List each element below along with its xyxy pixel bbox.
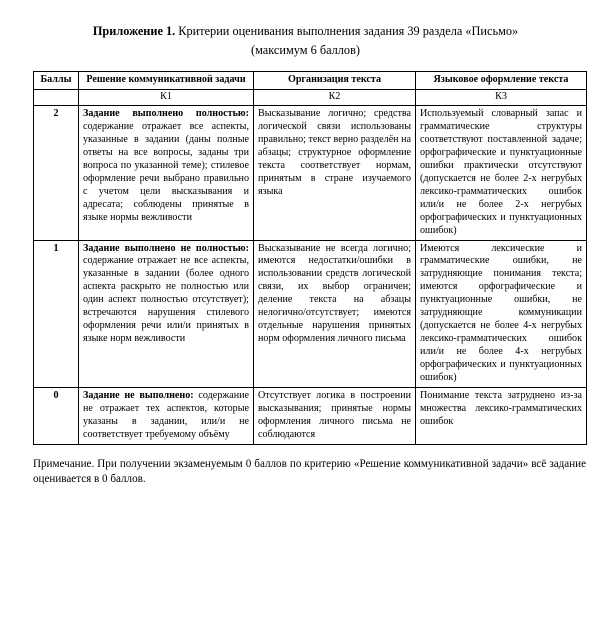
- row-score: 1: [34, 240, 79, 388]
- title-main-line: [48, 22, 563, 40]
- row-k1-cell: [79, 388, 254, 445]
- header-k2: Организация текста: [254, 71, 416, 89]
- row-k3-cell: Понимание текста затруднено из-за множества лексико-грамматических ошибок: [416, 388, 587, 445]
- row-k3-cell: Используемый словарный запас и грамматические структуры соответствуют поставленной задаче; орфографические и пунктуационные ошибки практически отсутствуют (допускается не более 2-х негрубых лексико-грамматических ошибок или/и не более 2-х негрубых орфографических и пунктуационных ошибок): [416, 105, 587, 240]
- row-k1-cell: [79, 240, 254, 388]
- row-k1-text: содержание отражает не все аспекты, указанные в задании (более одного аспекта раскрыто не полностью или один аспект полностью отсутствует); встречаются нарушения стилевого оформления речи или/и принятых в языке норм вежливости: [83, 255, 249, 345]
- row-score: 2: [34, 105, 79, 240]
- header-row: [34, 71, 587, 89]
- footer-note: Примечание. При получении экзаменуемым 0 баллов по критерию «Решение коммуникативной задачи» всё задание оценивается в 0 баллов.: [33, 458, 586, 485]
- table-row: [34, 105, 587, 240]
- header-score: Баллы: [34, 71, 79, 89]
- row-k2-cell: Высказывание не всегда логично; имеются недостатки/ошибки в использовании средств логической связи, их выбор ограничен; деление текста на абзацы нелогично/отсутствует; имеются отдельные нарушения принятых норм оформления личного письма: [254, 240, 416, 388]
- header-k3: Языковое оформление текста: [416, 71, 587, 89]
- row-k1-text: содержание не отражает тех аспектов, которые указаны в задании, или/и не соответствует требуемому объёму: [83, 390, 249, 441]
- code-k1: К1: [79, 89, 254, 105]
- code-k2: К2: [254, 89, 416, 105]
- row-k1-lead: Задание не выполнено:: [83, 390, 194, 402]
- row-score: 0: [34, 388, 79, 445]
- title-subtitle: (максимум 6 баллов): [251, 43, 360, 58]
- page-title: [0, 0, 611, 60]
- row-k2-cell: Отсутствует логика в построении высказывания; принятые нормы оформления личного письма не соблюдаются: [254, 388, 416, 445]
- table-row: [34, 240, 587, 388]
- title-rest: Критерии оценивания выполнения задания 39 раздела «Письмо»: [175, 24, 519, 38]
- title-prefix: Приложение 1.: [92, 24, 176, 38]
- row-k3-cell: Имеются лексические и грамматические ошибки, не затрудняющие понимания текста; имеются орфографические и пунктуационные ошибки, не затрудняющие коммуникации (допускается не более 4-х негрубых лексико-грамматических ошибок или/и не более 4-х негрубых орфографических и пунктуационных ошибок): [416, 240, 587, 388]
- header-k1: Решение коммуникативной задачи: [79, 71, 254, 89]
- row-k1-text: содержание отражает все аспекты, указанные в задании (даны полные ответы на все вопросы, заданы три вопроса по указанной теме); стилевое оформление речи выбрано правильно с учетом цели высказывания и адресата; соблюдены принятые в языке нормы вежливости: [83, 120, 249, 223]
- criteria-table: [33, 71, 587, 445]
- code-score: [34, 89, 79, 105]
- row-k1-lead: Задание выполнено полностью:: [83, 107, 249, 119]
- row-k1-lead: Задание выполнено не полностью:: [83, 242, 249, 254]
- row-k2-cell: Высказывание логично; средства логической связи использованы правильно; текст верно разделён на абзацы; структурное оформление текста соответствует нормам, принятым в стране изучаемого языка: [254, 105, 416, 240]
- table-body: [34, 105, 587, 444]
- code-k3: К3: [416, 89, 587, 105]
- criteria-table-wrapper: [33, 71, 586, 445]
- criteria-code-row: [34, 89, 587, 105]
- table-header: [34, 71, 587, 105]
- table-row: [34, 388, 587, 445]
- row-k1-cell: [79, 105, 254, 240]
